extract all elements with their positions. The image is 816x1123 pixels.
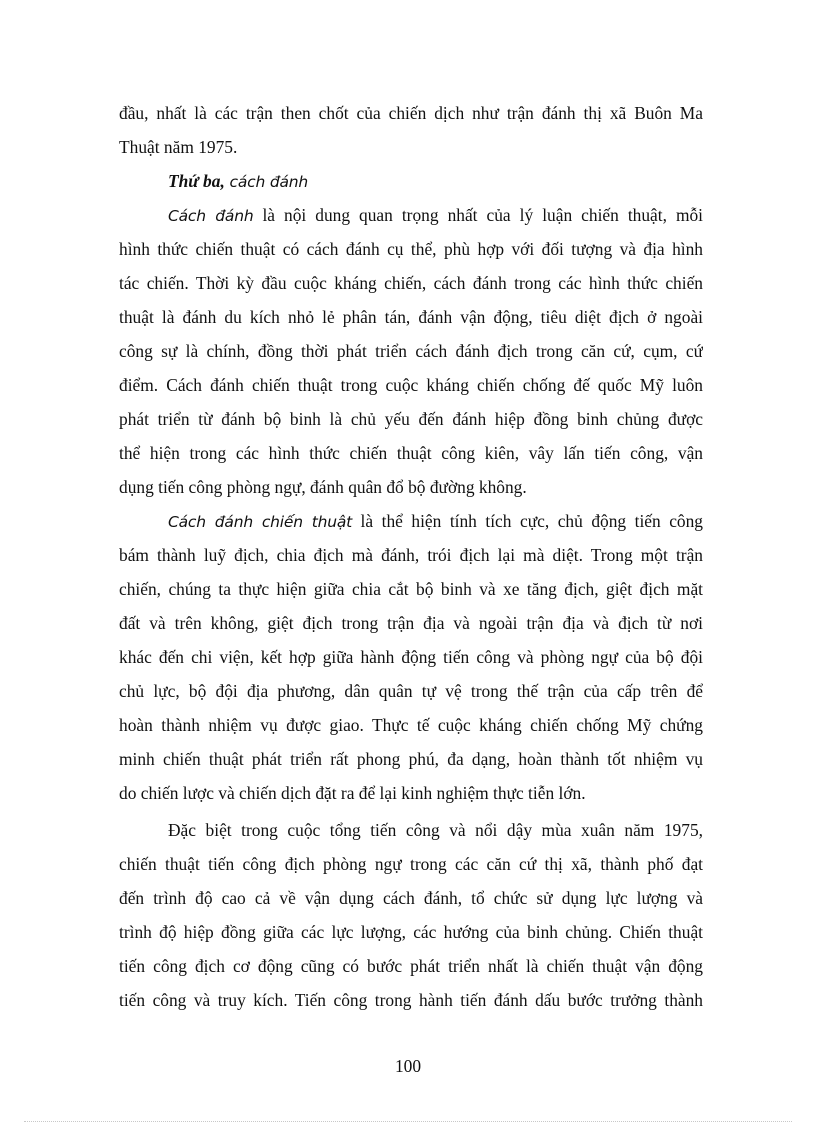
body-text [119, 96, 703, 1017]
text-line: tiến công địch cơ động cũng có bước phát triển nhất là chiến thuật vận động [119, 956, 703, 976]
text-line: đất và trên không, giệt địch trong trận địa và ngoài trận địa và địch từ nơi [119, 613, 703, 633]
text-line: tác chiến. Thời kỳ đầu cuộc kháng chiến, cách đánh trong các hình thức chiến [119, 273, 703, 293]
paragraph-first-line: Cách đánh chiến thuật là thể hiện tính tích cực, chủ động tiến công [168, 511, 703, 531]
emphasis-term: Cách đánh [168, 207, 254, 225]
paragraph-first-line: Cách đánh là nội dung quan trọng nhất của lý luận chiến thuật, mỗi [168, 205, 703, 225]
heading-title: cách đánh [224, 173, 309, 191]
section-heading [119, 164, 703, 198]
text-line: hình thức chiến thuật có cách đánh cụ thể, phù hợp với đối tượng và địa hình [119, 239, 703, 259]
text-line: do chiến lược và chiến dịch đặt ra để lại kinh nghiệm thực tiễn lớn. [119, 783, 586, 803]
text-line: hoàn thành nhiệm vụ được giao. Thực tế cuộc kháng chiến chống Mỹ chứng [119, 715, 703, 735]
page-bottom-divider [24, 1121, 792, 1122]
text-line: chủ lực, bộ đội địa phương, dân quân tự vệ trong thế trận của cấp trên để [119, 681, 703, 701]
text-line: dụng tiến công phòng ngự, đánh quân đổ bộ đường không. [119, 477, 527, 497]
page-number: 100 [394, 1056, 422, 1076]
text-line: phát triển từ đánh bộ binh là chủ yếu đến đánh hiệp đồng binh chủng được [119, 409, 703, 429]
text-line: chiến, chúng ta thực hiện giữa chia cắt bộ binh và xe tăng địch, giệt địch mặt [119, 579, 703, 599]
text-line: đầu, nhất là các trận then chốt của chiến dịch như trận đánh thị xã Buôn Ma [119, 103, 703, 123]
text-line: minh chiến thuật phát triển rất phong phú, đa dạng, hoàn thành tốt nhiệm vụ [119, 749, 703, 769]
text-line: điểm. Cách đánh chiến thuật trong cuộc kháng chiến chống đế quốc Mỹ luôn [119, 375, 703, 395]
heading-ordinal: Thứ ba, [168, 171, 225, 191]
text-line: bám thành luỹ địch, chia địch mà đánh, trói địch lại mà diệt. Trong một trận [119, 545, 703, 565]
text-line: khác đến chi viện, kết hợp giữa hành động tiến công và phòng ngự của bộ đội [119, 647, 703, 667]
text-line: thuật là đánh du kích nhỏ lẻ phân tán, đánh vận động, tiêu diệt địch ở ngoài [119, 307, 703, 327]
text-line: chiến thuật tiến công địch phòng ngự trong các căn cứ thị xã, thành phố đạt [119, 854, 703, 874]
paragraph-first-line: Đặc biệt trong cuộc tổng tiến công và nổi dậy mùa xuân năm 1975, [168, 820, 703, 840]
text-line: Thuật năm 1975. [119, 137, 238, 157]
text-line: thể hiện trong các hình thức chiến thuật công kiên, vây lấn tiến công, vận [119, 443, 703, 463]
emphasis-term: Cách đánh chiến thuật [168, 513, 353, 531]
text-line: đến trình độ cao cả về vận dụng cách đánh, tổ chức sử dụng lực lượng và [119, 888, 703, 908]
text-line: trình độ hiệp đồng giữa các lực lượng, các hướng của binh chủng. Chiến thuật [119, 922, 703, 942]
text-line: tiến công và truy kích. Tiến công trong hành tiến đánh dấu bước trưởng thành [119, 990, 703, 1010]
text-line: công sự là chính, đồng thời phát triển cách đánh địch trong căn cứ, cụm, cứ [119, 341, 703, 361]
